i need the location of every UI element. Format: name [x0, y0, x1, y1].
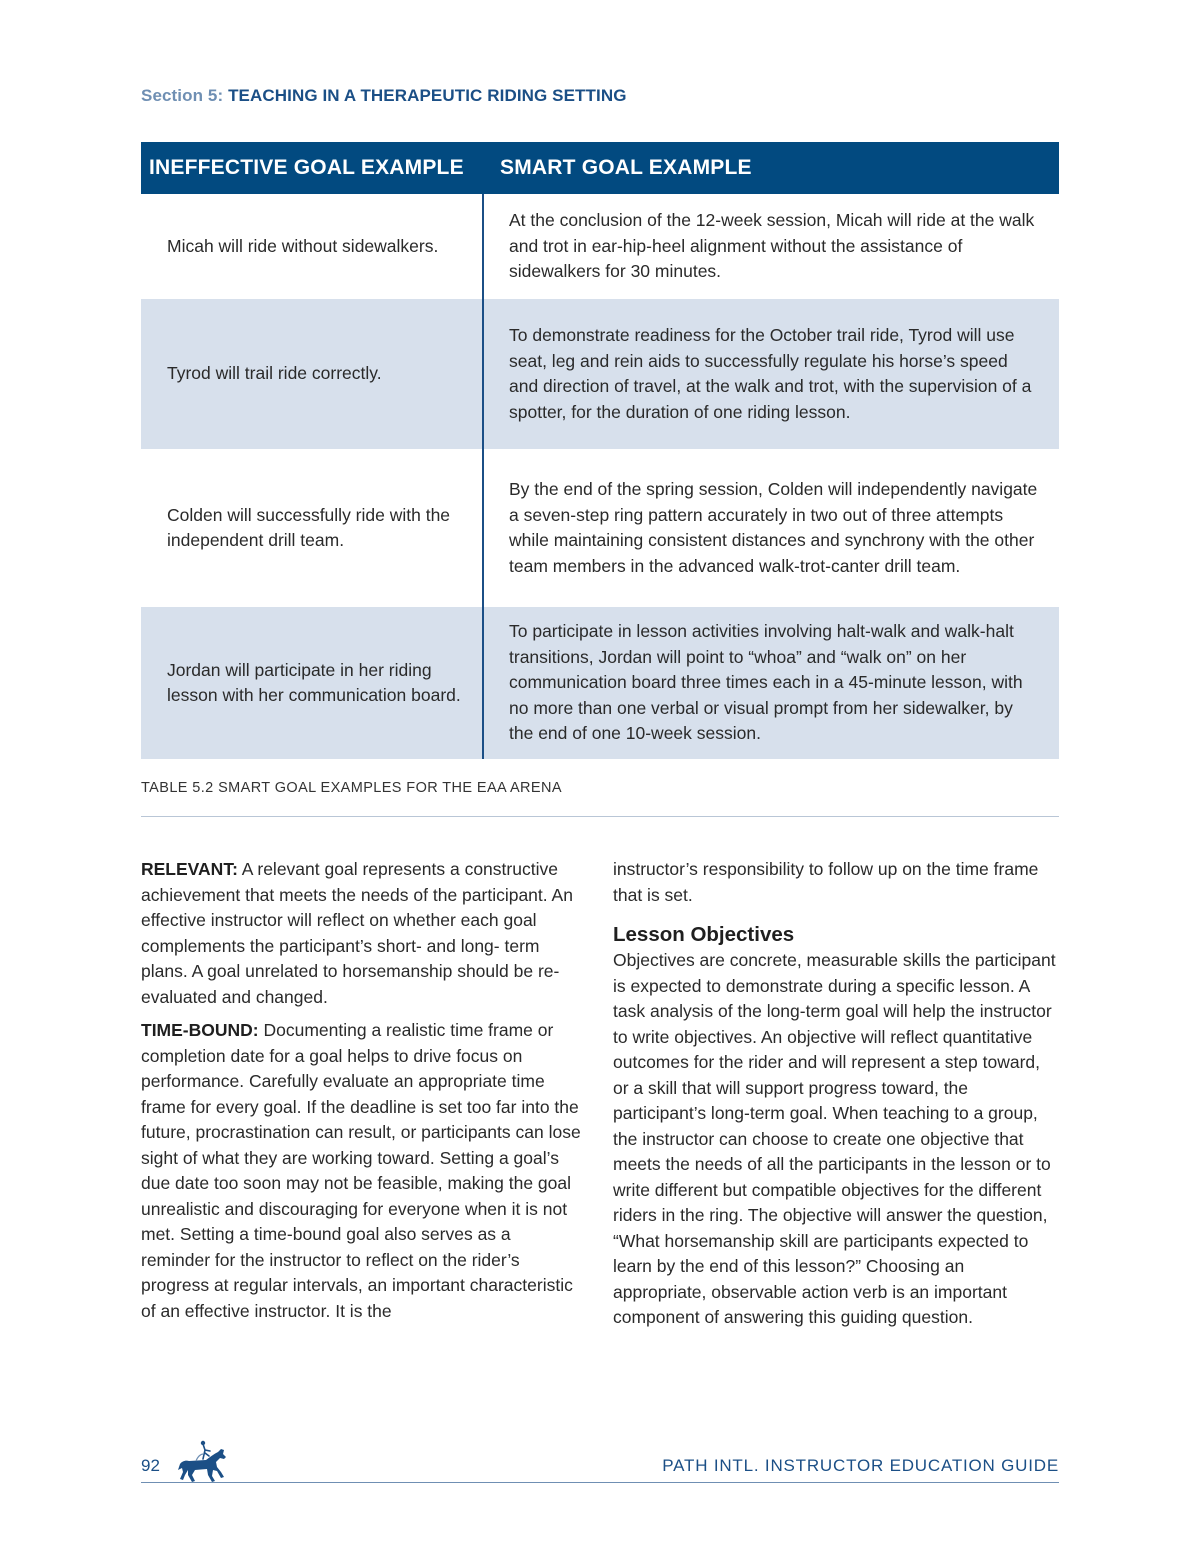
footer-divider — [141, 1482, 1059, 1483]
lesson-objectives-heading: Lesson Objectives — [613, 923, 795, 946]
smart-goal-cell: By the end of the spring session, Colden will independently navigate a seven-step ring pattern accurately in two out of three attempts while maintaining consistent distances and synchrony with the other team members in the advanced walk-trot-canter drill team. — [509, 479, 1038, 576]
smart-goal-cell: To participate in lesson activities involving halt-walk and walk-halt transitions, Jordan will point to “whoa” and “walk on” on her communication board three times each in a 45-minute lesson, with no more than one verbal or visual prompt from her sidewalker, by the end of one 10-week session. — [483, 607, 1059, 759]
table-row — [141, 607, 1059, 759]
timebound-text: Documenting a realistic time frame or completion date for a goal helps to drive focus on performance. Carefully evaluate an appropriate time frame for every goal. If the deadline is set too far into the future, procrastination can result, or participants can lose sight of what they are working toward. Setting a goal’s due date too soon may not be feasible, making the goal unrealistic and discouraging for everyone when it is not met. Setting a time-bound goal also serves as a reminder for the instructor to reflect on the rider’s progress at regular intervals, an important characteristic of an effective instructor. It is the — [141, 1020, 581, 1321]
caption-divider — [141, 816, 1059, 817]
right-text-column — [613, 857, 1059, 1339]
table-header-row — [141, 142, 1059, 194]
table-row — [141, 299, 1059, 449]
horse-rider-logo-icon — [176, 1440, 228, 1486]
left-text-column — [141, 857, 583, 1332]
page-number: 92 — [141, 1456, 160, 1475]
lesson-objectives-paragraph: Objectives are concrete, measurable skills the participant is expected to demonstrate during a specific lesson. A task analysis of the long-term goal will help the instructor to write objectives. An objective will reflect quantitative outcomes for the rider and will represent a step toward, or a skill that will support progress toward, the participant’s long-term goal. When teaching to a group, the instructor can choose to create one objective that meets the needs of all the participants in the lesson or to write different but compatible objectives for the different riders in the ring. The objective will answer the question, “What horsemanship skill are participants expected to learn by the end of this lesson?” Choosing an appropriate, observable action verb is an important component of answering this guiding question. — [613, 950, 1056, 1327]
table-row — [141, 449, 1059, 607]
timebound-term: TIME-BOUND: — [141, 1020, 259, 1040]
relevant-term: RELEVANT: — [141, 859, 238, 879]
ineffective-goal-cell: Micah will ride without sidewalkers. — [141, 194, 483, 299]
table-row — [141, 194, 1059, 299]
relevant-text: A relevant goal represents a constructive achievement that meets the needs of the participant. An effective instructor will reflect on whether each goal complements the participant’s short- and long- term plans. A goal unrelated to horsemanship should be re-evaluated and changed. — [141, 859, 573, 1007]
table-caption: TABLE 5.2 SMART GOAL EXAMPLES FOR THE EAA ARENA — [141, 780, 562, 796]
smart-goal-cell: To demonstrate readiness for the October trail ride, Tyrod will use seat, leg and rein aids to successfully regulate his horse’s speed and direction of travel, at the walk and trot, with the supervision of a spotter, for the duration of one riding lesson. — [483, 299, 1059, 449]
column-header-smart: SMART GOAL EXAMPLE — [483, 142, 1059, 194]
ineffective-goal-cell: Colden will successfully ride with the independent drill team. — [141, 449, 483, 607]
section-title: TEACHING IN A THERAPEUTIC RIDING SETTING — [228, 86, 627, 105]
timebound-paragraph — [141, 1018, 583, 1324]
section-label: Section 5: — [141, 86, 224, 105]
continued-paragraph: instructor’s responsibility to follow up on the time frame that is set. — [613, 859, 1039, 905]
relevant-paragraph — [141, 857, 583, 1010]
ineffective-goal-cell: Jordan will participate in her riding lesson with her communication board. — [141, 607, 483, 759]
footer-title: PATH INTL. INSTRUCTOR EDUCATION GUIDE — [662, 1456, 1059, 1475]
column-header-ineffective: INEFFECTIVE GOAL EXAMPLE — [141, 142, 483, 194]
ineffective-goal-cell: Tyrod will trail ride correctly. — [141, 299, 483, 449]
smart-goal-cell: At the conclusion of the 12-week session, Micah will ride at the walk and trot in ear-hip-heel alignment without the assistance of sidewalkers for 30 minutes. — [509, 210, 1035, 282]
section-header — [141, 86, 627, 106]
smart-goal-table — [141, 142, 1059, 759]
